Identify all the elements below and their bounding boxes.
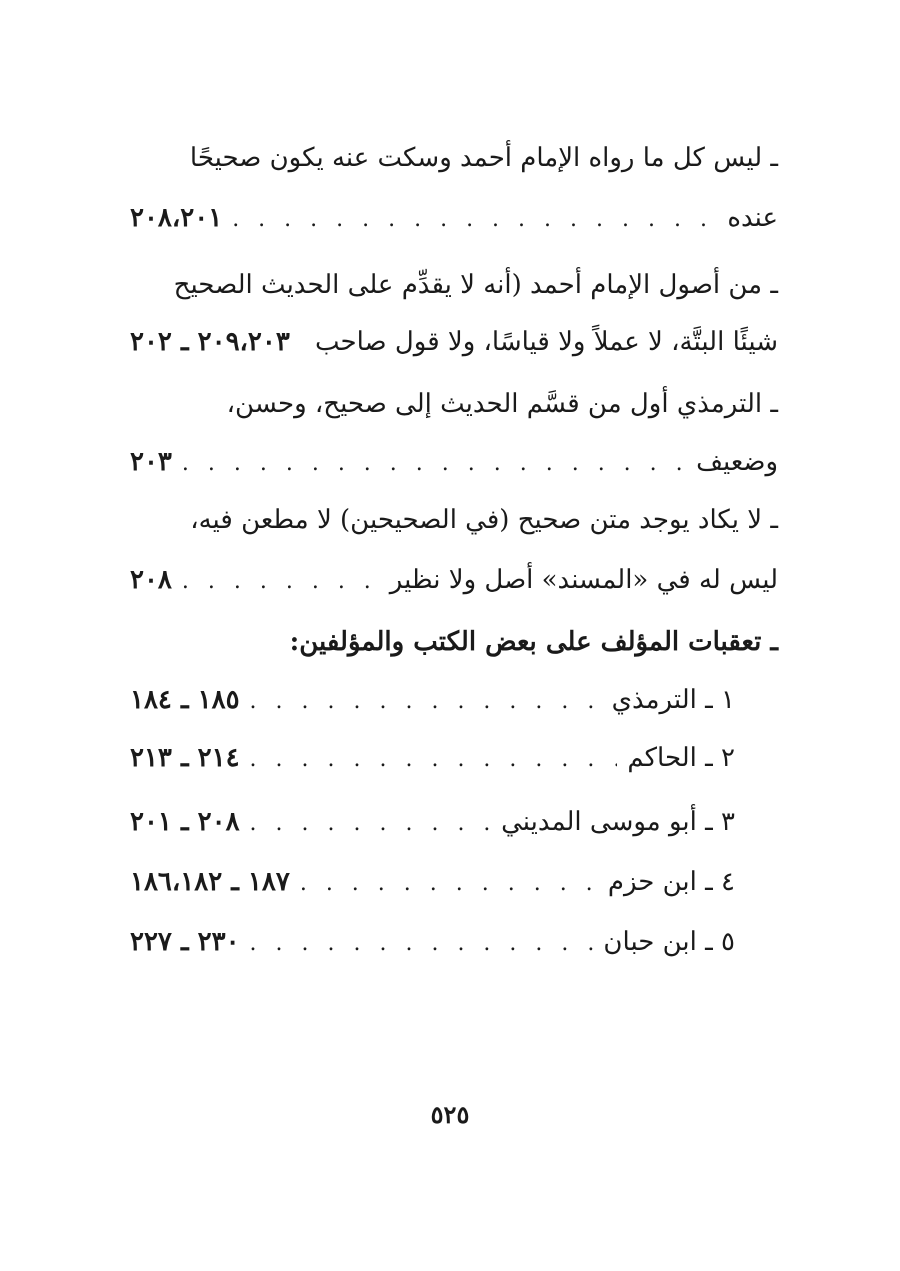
entry-text: شيئًا البتَّة، لا عملاً ولا قياسًا، ولا قول صاحب [315,327,778,357]
index-entry-line [130,198,778,240]
entry-text: ـ الترمذي أول من قسَّم الحديث إلى صحيح، وحسن، [226,389,778,419]
index-entry-line [130,265,778,305]
entry-text: ليس له في «المسند» أصل ولا نظير [389,565,778,595]
index-entry-line [130,560,778,602]
leader-dots [232,200,717,240]
sub-entry-pages: ١٨٥ ـ ١٨٤ [130,685,240,715]
sub-entry-line [130,922,735,964]
index-entry-line [130,442,778,484]
entry-text: وضعيف [696,447,778,477]
index-entry-line [130,138,778,178]
sub-entry-text: ١ ـ الترمذي [611,685,735,715]
section-heading-text: ـ تعقبات المؤلف على بعض الكتب والمؤلفين: [289,627,778,657]
entry-pages: ٢٠٣ [130,447,172,477]
leader-dots [250,682,602,722]
index-entry-line [130,384,778,424]
leader-dots [250,740,618,780]
sub-entry-text: ٤ ـ ابن حزم [607,867,735,897]
leader-dots [300,864,598,904]
entry-text: ـ لا يكاد يوجد متن صحيح (في الصحيحين) لا مطعن فيه، [190,505,778,535]
section-heading [130,622,778,662]
index-entry-line [130,500,778,540]
entry-pages: ٢٠٩،٢٠٣ ـ ٢٠٢ [130,327,290,357]
leader-dots [182,444,686,484]
sub-entry-text: ٢ ـ الحاكم [627,743,735,773]
sub-entry-pages: ٢٠٨ ـ ٢٠١ [130,807,240,837]
sub-entry-pages: ١٨٧ ـ ١٨٦،١٨٢ [130,867,290,897]
sub-entry-text: ٥ ـ ابن حبان [603,927,735,957]
leader-dots [250,804,492,844]
sub-entry-line [130,680,735,722]
index-entry-line [130,322,778,362]
page-number: ٥٢٥ [430,1100,470,1129]
leader-dots [250,924,594,964]
sub-entry-text: ٣ ـ أبو موسى المديني [501,807,735,837]
sub-entry-line [130,862,735,904]
entry-pages: ٢٠٨ [130,565,172,595]
leader-dots [182,562,380,602]
sub-entry-pages: ٢٣٠ ـ ٢٢٧ [130,927,240,957]
sub-entry-line [130,802,735,844]
entry-text: عنده [727,203,778,233]
entry-text: ـ من أصول الإمام أحمد (أنه لا يقدِّم على الحديث الصحيح [173,270,778,300]
entry-pages: ٢٠٨،٢٠١ [130,203,223,233]
sub-entry-line [130,738,735,780]
sub-entry-pages: ٢١٤ ـ ٢١٣ [130,743,240,773]
entry-text: ـ ليس كل ما رواه الإمام أحمد وسكت عنه يكون صحيحًا [189,143,778,173]
